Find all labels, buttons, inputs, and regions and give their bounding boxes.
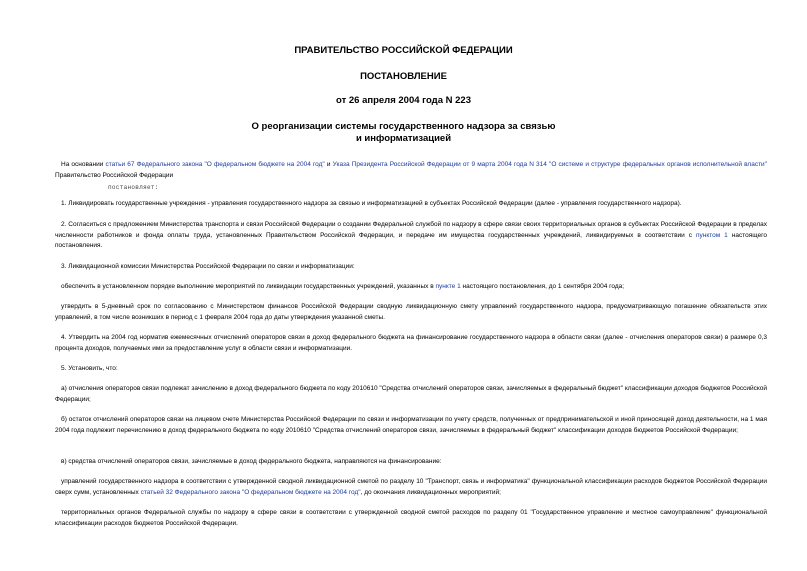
preamble-paragraph bbox=[55, 160, 767, 181]
paragraph-3a-text-1: обеспечить в установленном порядке выполнение мероприятий по ликвидации государственных учреждений, указанных в bbox=[61, 283, 436, 290]
paragraph-5a: а) отчисления операторов связи подлежат зачислению в доход федерального бюджета по коду 2010610 "Средства отчислений операторов связи, зачисляемых в федеральный бюджет" классификации доходов бюджетов Российской Федерации; bbox=[55, 385, 767, 403]
paragraph-1: 1. Ликвидировать государственные учреждения - управления государственного надзора за связью и информатизацией в субъектах Российской Федерации (далее - управления государственного надзора). bbox=[61, 200, 682, 207]
paragraph-4: 4. Утвердить на 2004 год норматив ежемесячных отчислений операторов связи в доход федерального бюджета на финансирование государственного надзора в области связи (далее - отчисления операторов связи) в размере 0,3 процента доходов, получаемых ими за предоставление услуг в области связи и информатизации. bbox=[55, 334, 767, 352]
document-type-heading: ПОСТАНОВЛЕНИЕ bbox=[360, 71, 447, 82]
paragraph-5c-2: территориальных органов Федеральной службы по надзору в сфере связи в соответствии с утвержденной сводной сметой расходов по разделу 01 "Государственное управление и местное самоуправление" функциональной классификации расходов бюджетов Российской Федерации. bbox=[55, 509, 767, 527]
document-title-line2: и информатизацией bbox=[355, 133, 452, 144]
paragraph-3: 3. Ликвидационной комиссии Министерства Российской Федерации по связи и информатизации: bbox=[61, 263, 355, 270]
government-heading: ПРАВИТЕЛЬСТВО РОССИЙСКОЙ ФЕДЕРАЦИИ bbox=[294, 45, 513, 56]
document-title-line1: О реорганизации системы государственного надзора за связью bbox=[251, 121, 556, 132]
paragraph-2-text-2: настоящего постановления. bbox=[55, 231, 767, 250]
link-point-1[interactable]: пунктом 1 bbox=[695, 231, 728, 239]
paragraph-5b: б) остаток отчислений операторов связи на лицевом счете Министерства Российской Федерации по связи и информатизации по учету средств, полученных от предпринимательской и иной приносящей доход деятельности, на 1 мая 2004 года подлежит перечислению в доход федерального бюджета по коду 2010610 "Средства отчислений операторов связи, зачисляемых в федеральный бюджет" классификации доходов бюджетов Российской Федерации; bbox=[55, 416, 767, 434]
paragraph-5c: в) средства отчислений операторов связи, зачисляемые в доход федерального бюджета, направляются на финансирование: bbox=[61, 458, 442, 465]
paragraph-3a bbox=[55, 282, 767, 293]
keyword-postanovlyaet: постановляет: bbox=[108, 184, 159, 191]
preamble-text-1: На основании bbox=[61, 161, 106, 168]
paragraph-3a-text-2: настоящего постановления, до 1 сентября 2004 года; bbox=[460, 283, 625, 290]
paragraph-2 bbox=[55, 220, 767, 252]
date-number-heading: от 26 апреля 2004 года N 223 bbox=[336, 95, 471, 106]
preamble-text-3: Правительство Российской Федерации bbox=[55, 171, 174, 179]
link-federal-law-article-67[interactable]: статьи 67 Федерального закона "О федеральном бюджете на 2004 год" bbox=[105, 161, 325, 168]
paragraph-5c-1-text-1: управлений государственного надзора в соответствии с утвержденной сводной ликвидационной сметой по разделу 10 "Транспорт, связь и информатика" функциональной классификации расходов бюджетов Российской Федерации сверх сумм, установленных bbox=[55, 478, 767, 496]
paragraph-5c-1 bbox=[55, 477, 767, 498]
link-presidential-decree-314[interactable]: Указа Президента Российской Федерации от 9 марта 2004 года N 314 "О системе и структуре федеральных органов исполнительной власти" bbox=[332, 161, 767, 168]
paragraph-5c-1-text-2: , до окончания ликвидационных мероприятий; bbox=[360, 488, 501, 496]
paragraph-3b: утвердить в 5-дневный срок по согласованию с Министерством финансов Российской Федерации сводную ликвидационную смету управлений государственного надзора, предусматривающую погашение обязательств этих управлений, в том числе возникших в период с 1 февраля 2004 года до даты утверждения указанной сметы. bbox=[55, 303, 767, 321]
link-federal-law-article-32[interactable]: статьей 32 Федерального закона "О федеральном бюджете на 2004 год" bbox=[140, 488, 361, 496]
preamble-text-2: и bbox=[324, 161, 333, 168]
link-point-1-clause[interactable]: пункте 1 bbox=[435, 283, 461, 290]
paragraph-2-text-1: 2. Согласиться с предложением Министерства транспорта и связи Российской Федерации о создании Федеральной службой по надзору в сфере связи своих территориальных органов в субъектах Российской Федерации в пределах численности работников и фонда оплаты труда, установленных Правительством Российской Федерации, и передаче им имущества государственных учреждений, ликвидируемых в соответствии с bbox=[55, 221, 767, 239]
paragraph-5: 5. Установить, что: bbox=[61, 365, 118, 372]
